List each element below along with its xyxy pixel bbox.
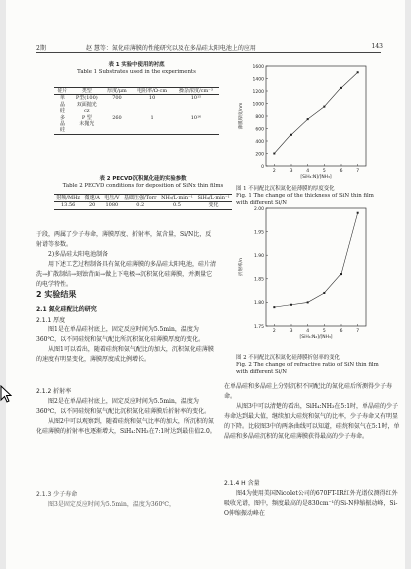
data-point	[273, 153, 275, 155]
table-cell: 1080	[105, 202, 119, 209]
table-cell: cz	[84, 108, 90, 115]
x-tick-label: 4	[306, 329, 310, 334]
table-cell: 0.2	[136, 202, 145, 209]
left-text-block-2	[36, 325, 216, 365]
table2-title-cn: 表 2 PECVD沉积氮化硅的实验参数	[99, 176, 187, 182]
paragraph: 图3是固定反应时间为5.5min，温度为360℃，	[48, 501, 175, 508]
paragraph: 图1是在单晶硅衬底上，固定反应时间为5.5min，温度为360℃，以不同硅烷和氨气配比所沉积氮化硅薄膜厚度的变化。	[36, 326, 205, 343]
y-tick-label: 1000	[252, 102, 264, 108]
x-tick-label: 5	[322, 329, 326, 334]
issue-number: 2期	[36, 45, 46, 52]
table-cell: 10	[148, 95, 156, 102]
table-row	[54, 127, 219, 134]
subsubsection-heading: 2.1.4 H 含量	[224, 480, 260, 487]
table2-caption	[54, 176, 232, 190]
x-axis-label: [SiH₄:N₂]/[NH₃]	[299, 335, 333, 340]
y-tick-label: 1200	[252, 89, 264, 95]
x-tick-label: 7	[356, 169, 360, 174]
plot-frame	[266, 66, 366, 166]
y-tick-label: 1.75	[253, 324, 264, 330]
table2-title-en: Table 2 PECVD conditions for deposition of SiNx thin films	[62, 183, 224, 189]
table2-header: 射频/MHz	[54, 195, 82, 202]
series-line	[274, 72, 357, 153]
subsection-heading: 2.1 氮化硅配比的研究	[36, 306, 97, 313]
table1-title-en: Table 1 Substrates used in the experiments	[77, 69, 196, 75]
table2-header: 微速/A	[82, 195, 102, 202]
table-cell: 700	[112, 95, 122, 102]
table-cell	[131, 127, 172, 134]
figure2-caption	[236, 355, 386, 376]
table-cell: P 型	[81, 114, 92, 121]
data-point	[307, 301, 309, 303]
y-tick-label: 0	[261, 164, 264, 170]
paragraph: 在单晶硅和多晶硅上分别沉积不同配比的氮化硅后所测得少子寿命。	[224, 383, 393, 400]
y-tick-label: 1.90	[253, 254, 264, 259]
figure2-caption-cn: 图 2 不同配比沉积氮化硅薄膜折射率的变化	[236, 355, 340, 361]
table-cell: 硅	[60, 127, 66, 134]
series-line	[274, 213, 357, 307]
table-cell: 13.56	[61, 202, 76, 209]
left-text-block-4	[36, 500, 216, 510]
data-point	[323, 292, 325, 294]
right-text-block	[224, 382, 402, 442]
x-tick-label: 7	[356, 329, 360, 334]
data-point	[357, 212, 359, 214]
table-cell	[103, 127, 132, 134]
data-point	[307, 118, 309, 120]
left-text-block-1	[36, 230, 216, 290]
y-tick-label: 400	[255, 139, 264, 145]
table-cell	[173, 127, 219, 134]
table-cell: P型(100)	[75, 95, 98, 102]
left-text-block-3	[36, 397, 216, 437]
mouse-pointer-icon	[0, 385, 12, 403]
paragraph: 图4为使用美国Nicolet公司的670FT-IR红外光谱仪测得红外吸收光谱，图中，频度最高的是830cm⁻¹的Si-N伸缩振动峰，Si-O伸缩振动峰在	[224, 490, 398, 517]
x-tick-label: 6	[339, 329, 343, 334]
table-cell: 260	[112, 114, 122, 121]
x-tick-label: 2	[272, 329, 276, 334]
data-point	[290, 304, 292, 306]
y-tick-label: 1.80	[253, 301, 264, 307]
table-cell: 晶	[60, 121, 66, 128]
data-point	[340, 273, 342, 275]
table-cell: 晶	[60, 101, 66, 108]
table-row	[54, 95, 219, 102]
figure1-chart	[228, 60, 388, 190]
table2	[54, 194, 232, 210]
paragraph: 于段，两属了少子寿命，薄膜厚度、折射率，氮含量，Si/N比，反射谱等参数。	[36, 231, 212, 248]
header-rule	[36, 52, 381, 53]
table-cell: 0.5	[172, 202, 181, 209]
header-title: 赵 慧等：氮化硅薄膜的性能研究以及在多晶硅太阳电池上的应用	[86, 45, 256, 52]
paragraph: 用下述工艺过程制备具有氮化硅薄膜的多晶硅太阳电池，硅片清洗→扩散制结→刻蚀背面→做上下电极→沉积氮化硅薄膜，并测量它的电学特性。	[36, 261, 217, 288]
paper-page	[6, 0, 405, 569]
y-tick-label: 800	[255, 114, 264, 120]
table1-header: 厚度/μm	[103, 88, 132, 95]
table1-header: 电阻率/Ω·cm	[131, 88, 172, 95]
table-cell: 多	[60, 114, 66, 121]
table1-title-cn: 表 1 实验中使用的衬底	[108, 62, 165, 68]
data-point	[323, 106, 325, 108]
table-cell: 双面抛光	[76, 101, 97, 108]
x-tick-label: 4	[306, 169, 310, 174]
y-tick-label: 200	[255, 152, 264, 158]
table-cell: 10¹⁵	[190, 95, 202, 102]
x-axis-label: [SiH₄:N]/[NH₃]	[300, 175, 332, 180]
y-tick-label: 2.00	[253, 206, 264, 212]
table-cell: 未抛光	[79, 121, 95, 128]
data-point	[290, 134, 292, 136]
x-tick-label: 3	[289, 329, 293, 334]
y-tick-label: 1.85	[253, 277, 264, 283]
x-tick-label: 2	[272, 169, 276, 174]
section-heading: 2 实验结果	[36, 290, 77, 299]
table-cell: 硅	[60, 108, 66, 115]
table1-caption	[54, 62, 219, 76]
y-tick-label: 1600	[252, 64, 264, 70]
data-point	[340, 87, 342, 89]
figure1-caption-cn: 图 1 不同配比沉积氮化硅薄膜的厚度变化	[236, 186, 335, 192]
page-number: 143	[371, 43, 383, 50]
y-tick-label: 1400	[252, 77, 264, 83]
data-point	[273, 306, 275, 308]
plot-frame	[266, 208, 366, 326]
figure2-chart	[228, 200, 388, 340]
data-point	[357, 71, 359, 73]
table1-header: 操杂浓度/cm⁻³	[173, 88, 219, 95]
table2-header: NH₃/L·min⁻¹	[159, 195, 195, 202]
table-cell: 20	[88, 202, 96, 209]
table-cell	[71, 127, 102, 134]
figure1-caption-en: Fig. 1 The change of the thickness of SiN thin film with different Si/N	[236, 193, 374, 206]
table2-header: SiH₄/L·min⁻¹	[195, 195, 232, 202]
table1-header: 类型	[71, 88, 102, 95]
subsubsection-heading: 2.1.2 折射率	[36, 388, 72, 395]
table2-header: 电压/V	[102, 195, 122, 202]
x-tick-label: 5	[322, 169, 326, 174]
paragraph: 从图3中可以清楚的看出，SiH₄:NH₃在5:1时，单晶硅的少子寿命达到最大值，继续加大硅烷和氨气的比率，少子寿命又有明显的下降。比较图3中的两条曲线可以知道，硅烷和氨气在5:1时，单晶硅和多晶硅沉积的氮化硅薄膜获得最高的少子寿命。	[224, 403, 400, 440]
y-tick-label: 1.95	[253, 230, 264, 236]
paragraph: 从图2中可以观察到，随着硅烷和氨气比率的加大，所沉积的氮化硅薄膜的折射率也逐渐增大，SiH₄:NH₃在7:1时达到最佳值2.0。	[36, 418, 216, 435]
table-cell: 10¹⁶	[190, 114, 202, 121]
x-tick-label: 6	[339, 169, 343, 174]
table-cell: 1	[150, 114, 154, 121]
table1-header: 硅片	[54, 88, 71, 95]
y-axis-label: 薄膜厚度/nm	[239, 102, 244, 130]
table-cell: 变化	[208, 202, 219, 209]
subsubsection-heading: 2.1.3 少子寿命	[36, 491, 78, 498]
y-axis-label: 折射率/n	[239, 258, 244, 276]
subsubsection-heading: 2.1.1 厚度	[36, 317, 66, 324]
table-cell: 单	[60, 95, 66, 102]
table2-header: 基础压强/Torr	[122, 195, 159, 202]
y-tick-label: 600	[255, 127, 264, 133]
paragraph: 2)多晶硅太阳电池制备	[48, 251, 109, 258]
table-row	[54, 202, 232, 209]
figure2-caption-en: Fig. 2 The change of refractive ratio of SiN thin film with different Si/N	[236, 362, 379, 375]
table1	[54, 87, 219, 135]
x-tick-label: 3	[289, 169, 293, 174]
right-text-block-2	[224, 489, 402, 519]
paragraph: 图2是在单晶硅衬底上，固定反应时间为5.5min，温度为360℃，以不同硅烷和氨气配比沉积氮化硅薄膜后折射率的变化。	[36, 398, 211, 415]
paragraph: 从图1可以看出，随着硅烷和氨气配比的加大，沉积氮化硅薄膜的速度有明显变化，薄膜厚度成比例增长。	[36, 346, 214, 363]
